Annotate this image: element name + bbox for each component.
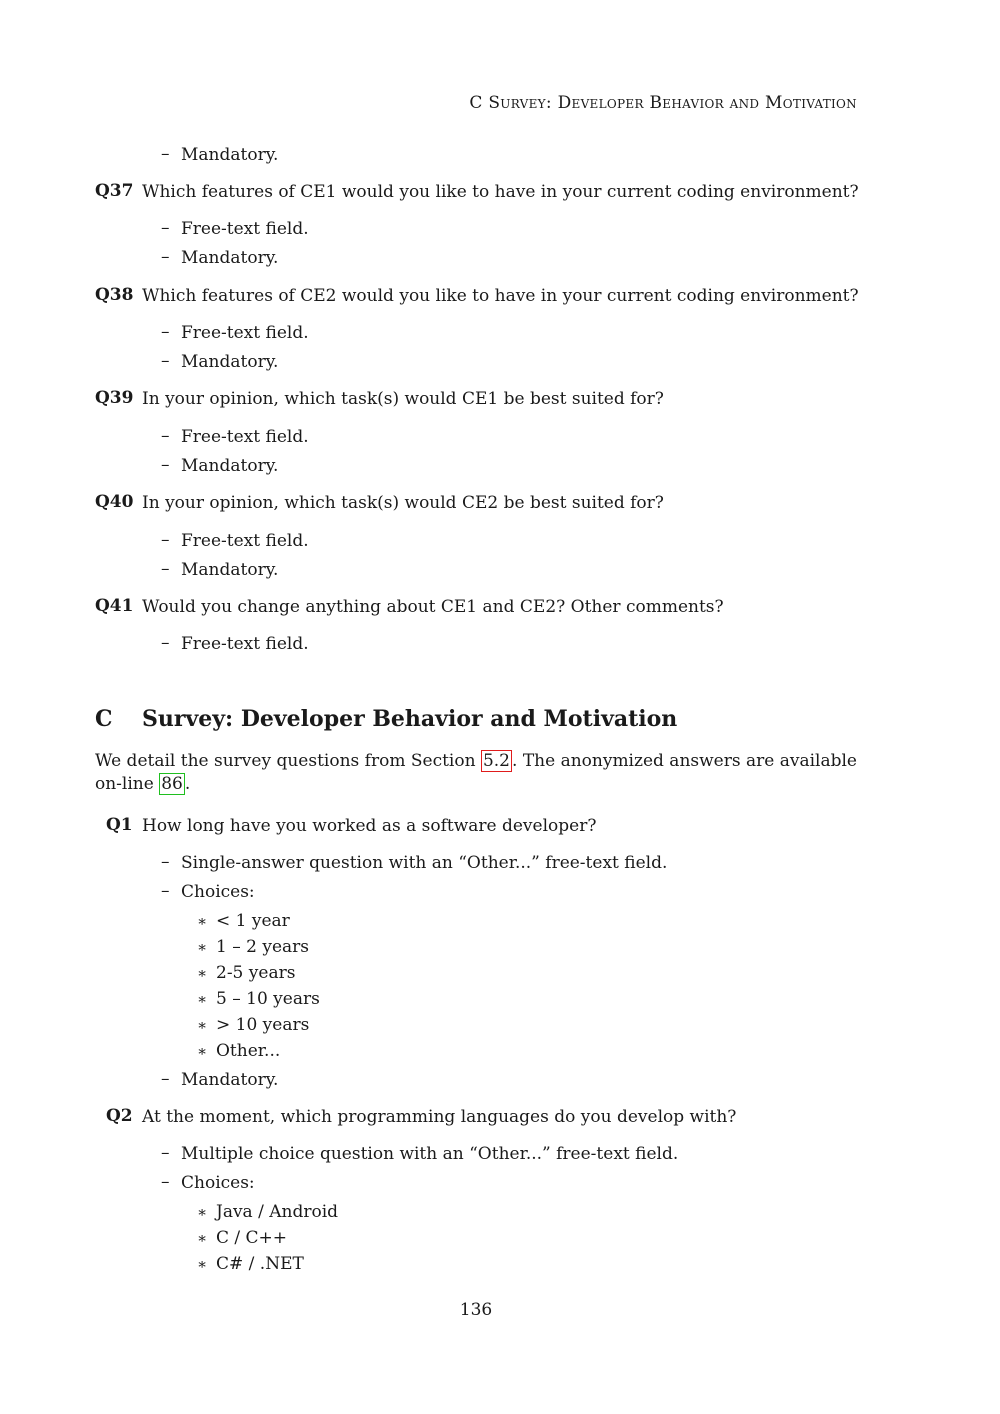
dash-bullet: –	[161, 633, 170, 653]
choice-item: C / C++	[216, 1228, 288, 1248]
choice-item: 1 – 2 years	[216, 937, 309, 957]
section-title: Survey: Developer Behavior and Motivation	[142, 706, 678, 732]
dash-bullet: –	[161, 530, 170, 550]
star-bullet: ∗	[197, 1016, 208, 1034]
question-text-q41: Would you change anything about CE1 and CE2? Other comments?	[142, 597, 724, 617]
q2-type: Multiple choice question with an “Other...” free-text field.	[181, 1144, 679, 1164]
choice-item: Other...	[216, 1041, 281, 1061]
bullet-text: Mandatory.	[181, 456, 279, 476]
star-bullet: ∗	[197, 1229, 208, 1247]
question-label-q38: Q38	[95, 285, 134, 305]
star-bullet: ∗	[197, 912, 208, 930]
q1-choices-label: Choices:	[181, 882, 255, 902]
question-label-q1: Q1	[106, 815, 133, 835]
dash-bullet: –	[161, 322, 170, 342]
bullet-text: Free-text field.	[181, 531, 309, 551]
dash-bullet: –	[161, 881, 170, 901]
q2-choices-label: Choices:	[181, 1173, 255, 1193]
question-text-q2: At the moment, which programming languages do you develop with?	[142, 1107, 737, 1127]
q1-mandatory: Mandatory.	[181, 1070, 279, 1090]
star-bullet: ∗	[197, 990, 208, 1008]
intro-text-before: We detail the survey questions from Section	[95, 751, 481, 771]
question-label-q2: Q2	[106, 1106, 133, 1126]
bullet-text: Mandatory.	[181, 248, 279, 268]
bullet-text: Mandatory.	[181, 560, 279, 580]
choice-item: C# / .NET	[216, 1254, 304, 1274]
bullet-text: Free-text field.	[181, 634, 309, 654]
dash-bullet: –	[161, 144, 170, 164]
bullet-text: Mandatory.	[181, 145, 279, 165]
dash-bullet: –	[161, 218, 170, 238]
choice-item: < 1 year	[216, 911, 290, 931]
q1-type: Single-answer question with an “Other...” free-text field.	[181, 853, 668, 873]
question-label-q40: Q40	[95, 492, 134, 512]
dash-bullet: –	[161, 455, 170, 475]
intro-paragraph	[95, 750, 857, 796]
choice-item: 5 – 10 years	[216, 989, 320, 1009]
bullet-text: Mandatory.	[181, 352, 279, 372]
question-text-q40: In your opinion, which task(s) would CE2 be best suited for?	[142, 493, 664, 513]
choice-item: Java / Android	[216, 1202, 339, 1222]
question-text-q1: How long have you worked as a software developer?	[142, 816, 597, 836]
citation-link[interactable]: 86	[161, 774, 183, 794]
dash-bullet: –	[161, 1069, 170, 1089]
star-bullet: ∗	[197, 1203, 208, 1221]
page-number: 136	[459, 1300, 493, 1320]
dash-bullet: –	[161, 559, 170, 579]
dash-bullet: –	[161, 852, 170, 872]
intro-text-after: .	[184, 774, 191, 794]
choice-item: > 10 years	[216, 1015, 310, 1035]
dash-bullet: –	[161, 1172, 170, 1192]
question-text-q38: Which features of CE2 would you like to have in your current coding environment?	[142, 286, 859, 306]
dash-bullet: –	[161, 351, 170, 371]
bullet-text: Free-text field.	[181, 219, 309, 239]
star-bullet: ∗	[197, 1042, 208, 1060]
dash-bullet: –	[161, 247, 170, 267]
star-bullet: ∗	[197, 964, 208, 982]
question-label-q41: Q41	[95, 596, 134, 616]
section-number: C	[95, 706, 113, 732]
star-bullet: ∗	[197, 1255, 208, 1273]
question-label-q39: Q39	[95, 388, 134, 408]
choice-item: 2-5 years	[216, 963, 296, 983]
dash-bullet: –	[161, 1143, 170, 1163]
section-reference-link[interactable]: 5.2	[482, 751, 510, 771]
bullet-text: Free-text field.	[181, 427, 309, 447]
question-text-q39: In your opinion, which task(s) would CE1 be best suited for?	[142, 389, 664, 409]
dash-bullet: –	[161, 426, 170, 446]
question-text-q37: Which features of CE1 would you like to have in your current coding environment?	[142, 182, 859, 202]
intro-text-middle: . The anonymized answers are available on-line	[95, 751, 857, 794]
bullet-text: Free-text field.	[181, 323, 309, 343]
question-label-q37: Q37	[95, 181, 134, 201]
running-head: C Survey: Developer Behavior and Motivation	[469, 93, 857, 113]
star-bullet: ∗	[197, 938, 208, 956]
